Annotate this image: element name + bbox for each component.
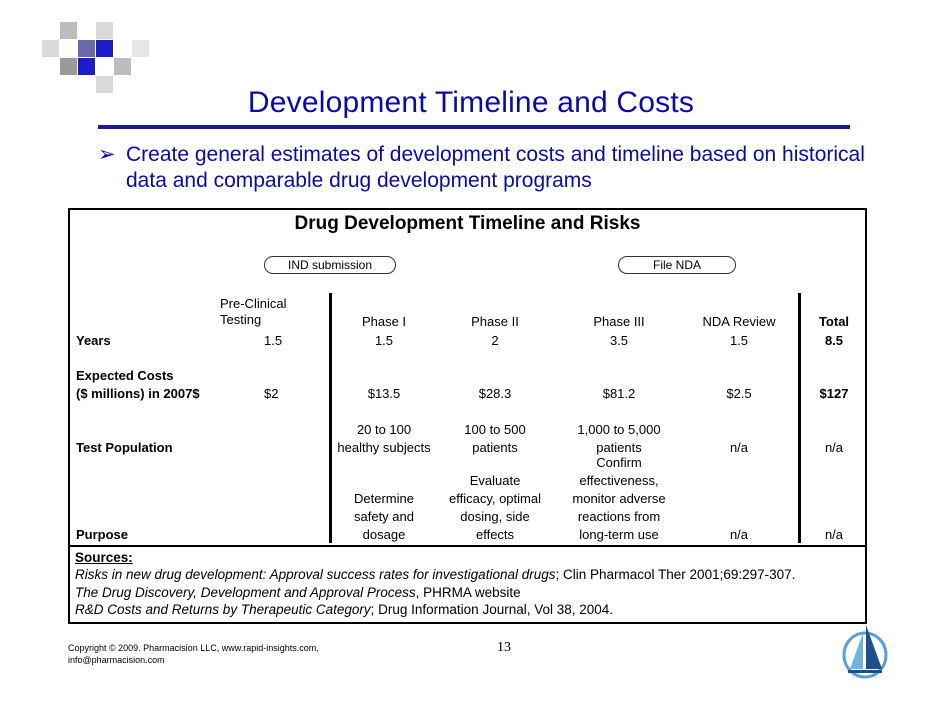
purpose-phase2-line3: dosing, side	[460, 509, 530, 524]
costs-phase2: $28.3	[478, 386, 512, 401]
col-preclinical-line1: Pre-Clinical	[220, 296, 287, 311]
title-underline	[98, 125, 850, 129]
milestone-ind: IND submission	[264, 256, 396, 274]
purpose-phase1-line2: safety and	[354, 509, 414, 524]
source-1	[75, 566, 865, 583]
costs-phase3: $81.2	[602, 386, 636, 401]
pop-phase3-line1: 1,000 to 5,000	[577, 422, 661, 437]
deco-square	[78, 40, 95, 57]
source-2-title: The Drug Discovery, Development and Approval Process	[75, 585, 416, 600]
source-1-citation: ; Clin Pharmacol Ther 2001;69:297-307.	[555, 567, 796, 582]
years-nda: 1.5	[729, 333, 749, 348]
pop-nda: n/a	[729, 440, 749, 455]
milestone-nda: File NDA	[618, 256, 736, 274]
years-phase1: 1.5	[374, 333, 394, 348]
deco-square	[96, 22, 113, 39]
purpose-phase3-line1: Confirm	[596, 455, 642, 470]
bullet-text: Create general estimates of development costs and timeline based on historical data and comparable drug development programs	[126, 143, 865, 192]
purpose-nda: n/a	[729, 527, 749, 542]
years-preclinical: 1.5	[264, 333, 283, 348]
row-years-label: Years	[76, 333, 111, 348]
deco-square	[114, 58, 131, 75]
deco-square	[78, 58, 95, 75]
pop-total: n/a	[824, 440, 844, 455]
costs-phase1: $13.5	[367, 386, 401, 401]
col-phase3: Phase III	[593, 314, 645, 329]
source-2	[75, 584, 865, 601]
years-phase3: 3.5	[609, 333, 629, 348]
purpose-phase1-line1: Determine	[354, 491, 414, 506]
sources-divider	[68, 545, 867, 547]
source-3	[75, 601, 865, 618]
row-costs-label-line2: ($ millions) in 2007$	[76, 386, 200, 401]
deco-square	[42, 40, 59, 57]
purpose-phase2-line1: Evaluate	[469, 473, 521, 488]
row-purpose-label: Purpose	[76, 527, 129, 542]
deco-square	[60, 22, 77, 39]
pop-phase2-line2: patients	[472, 440, 518, 455]
source-1-title: Risks in new drug development: Approval success rates for investigational drugs	[75, 567, 556, 582]
copyright-footer	[68, 642, 319, 666]
source-3-citation: ; Drug Information Journal, Vol 38, 2004.	[370, 602, 614, 617]
costs-total: $127	[819, 386, 849, 401]
costs-nda: $2.5	[726, 386, 752, 401]
purpose-phase2-line2: efficacy, optimal	[448, 491, 541, 506]
table-heading: Drug Development Timeline and Risks	[294, 213, 641, 234]
purpose-phase3-line3: monitor adverse	[572, 491, 666, 506]
deco-square	[60, 58, 77, 75]
sail-logo-icon	[842, 619, 888, 681]
purpose-phase3-line4: reactions from	[577, 509, 661, 524]
pop-phase1-line1: 20 to 100	[356, 422, 412, 437]
source-2-citation: , PHRMA website	[415, 585, 521, 600]
deco-square	[96, 40, 113, 57]
sources-heading: Sources:	[75, 550, 133, 565]
years-phase2: 2	[491, 333, 499, 348]
source-3-title: R&D Costs and Returns by Therapeutic Category	[75, 602, 371, 617]
purpose-phase1-line3: dosage	[362, 527, 406, 542]
purpose-phase3-line2: effectiveness,	[579, 473, 659, 488]
row-population-label: Test Population	[76, 440, 173, 455]
page-number: 13	[497, 640, 511, 655]
years-total: 8.5	[824, 333, 844, 348]
copyright-line1: Copyright © 2009. Pharmacision LLC, www.rapid-insights.com,	[68, 643, 319, 653]
col-phase2: Phase II	[471, 314, 519, 329]
col-preclinical-line2: Testing	[220, 312, 262, 327]
column-divider	[798, 293, 801, 543]
purpose-phase3-line5: long-term use	[579, 527, 659, 542]
col-phase1: Phase I	[361, 314, 407, 329]
purpose-total: n/a	[824, 527, 844, 542]
pop-phase2-line1: 100 to 500	[464, 422, 526, 437]
pop-phase1-line2: healthy subjects	[337, 440, 431, 455]
row-costs-label-line1: Expected Costs	[76, 368, 174, 383]
deco-square	[132, 40, 149, 57]
col-nda-review: NDA Review	[702, 314, 776, 329]
pop-phase3-line2: patients	[596, 440, 642, 455]
copyright-line2: info@pharmacision.com	[68, 655, 165, 665]
col-total: Total	[818, 314, 850, 329]
slide-title: Development Timeline and Costs	[247, 86, 695, 119]
costs-preclinical: $2	[264, 386, 279, 401]
arrow-bullet-icon: ➢	[98, 143, 116, 166]
purpose-phase2-line4: effects	[475, 527, 515, 542]
